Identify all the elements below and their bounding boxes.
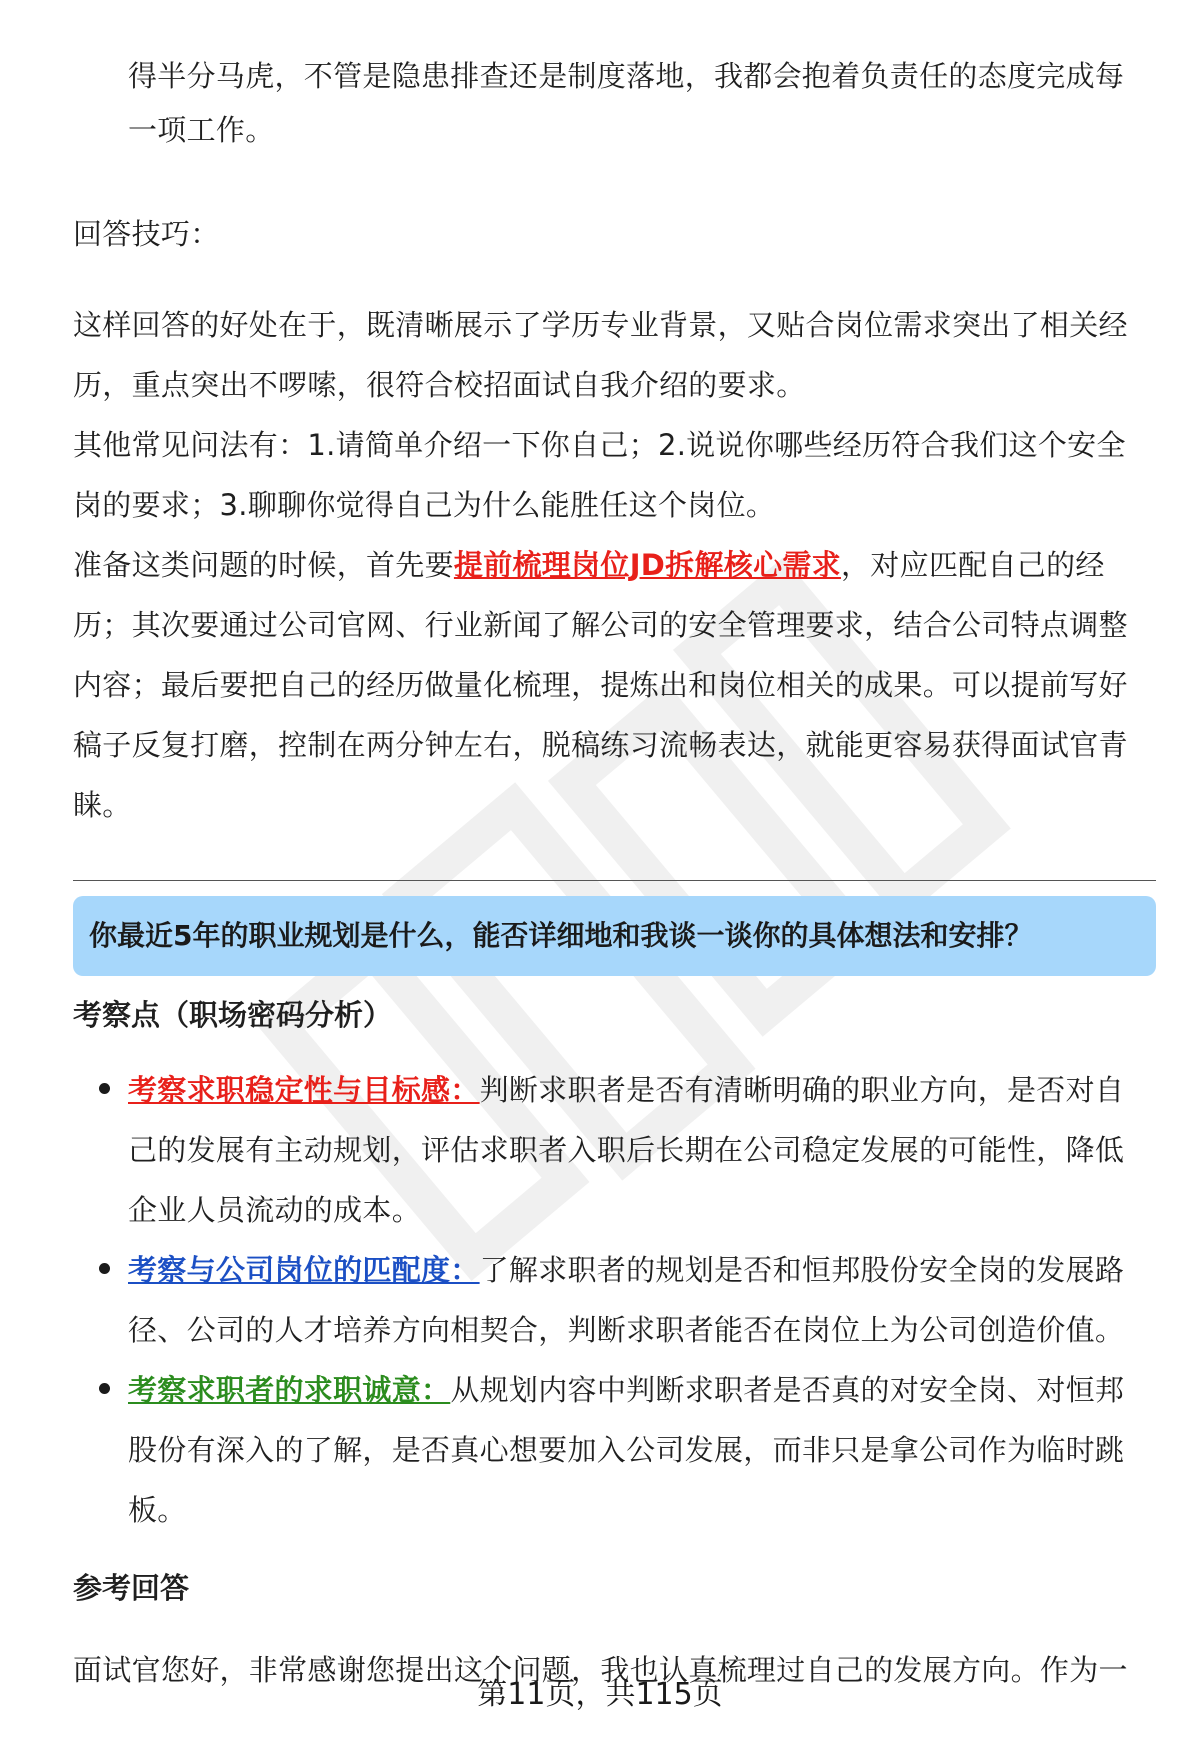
analysis-heading: 考察点（职场密码分析） xyxy=(73,998,393,1032)
page-number: 第11页，共115页 xyxy=(477,1677,723,1712)
tips-paragraph-2: 其他常见问法有：1.请简单介绍一下你自己；2.说说你哪些经历符合我们这个安全岗的要求；3.聊聊你觉得自己为什么能胜任这个岗位。 xyxy=(73,428,1126,522)
analysis-point-2 xyxy=(128,1240,1148,1360)
intro-line-2: 一项工作。 xyxy=(128,113,275,147)
analysis-point-3-label: 考察求职者的求职诚意： xyxy=(128,1373,451,1407)
analysis-point-2-label: 考察与公司岗位的匹配度： xyxy=(128,1253,480,1287)
bullet-dot xyxy=(99,1083,110,1094)
bullet-dot xyxy=(99,1383,110,1394)
analysis-point-1-label: 考察求职稳定性与目标感： xyxy=(128,1073,480,1107)
tips-paragraph-1: 这样回答的好处在于，既清晰展示了学历专业背景，又贴合岗位需求突出了相关经历，重点突出不啰嗦，很符合校招面试自我介绍的要求。 xyxy=(73,308,1128,402)
tips-label: 回答技巧： xyxy=(73,217,220,251)
answer-start: 面试官您好，非常感谢您提出这个问题，我也认真梳理过自己的发展方向。作为一 xyxy=(73,1653,1128,1687)
tips-p3-after: ，对应匹配自己的经历；其次要通过公司官网、行业新闻了解公司的安全管理要求，结合公司特点调整内容；最后要把自己的经历做量化梳理，提炼出和岗位相关的成果。可以提前写好稿子反复打磨，控制在两分钟左右，脱稿练习流畅表达，就能更容易获得面试官青睐。 xyxy=(73,548,1128,822)
question-text: 你最近5年的职业规划是什么，能否详细地和我谈一谈你的具体想法和安排？ xyxy=(89,919,1033,952)
analysis-point-3 xyxy=(128,1360,1148,1540)
analysis-point-2-text: 了解求职者的规划是否和恒邦股份安全岗的发展路径、公司的人才培养方向相契合，判断求职者能否在岗位上为公司创造价值。 xyxy=(128,1253,1125,1347)
section-divider xyxy=(73,880,1156,881)
tips-p3-before: 准备这类问题的时候，首先要 xyxy=(73,548,454,582)
analysis-point-3-text: 从规划内容中判断求职者是否真的对安全岗、对恒邦股份有深入的了解，是否真心想要加入公司发展，而非只是拿公司作为临时跳板。 xyxy=(128,1373,1125,1527)
question-box xyxy=(73,896,1156,976)
intro-line-1: 得半分马虎，不管是隐患排查还是制度落地，我都会抱着负责任的态度完成每 xyxy=(128,59,1125,93)
answer-heading: 参考回答 xyxy=(73,1571,190,1605)
analysis-point-1-text: 判断求职者是否有清晰明确的职业方向，是否对自己的发展有主动规划，评估求职者入职后长期在公司稳定发展的可能性，降低企业人员流动的成本。 xyxy=(128,1073,1125,1227)
tips-p3-highlight: 提前梳理岗位JD拆解核心需求 xyxy=(453,548,841,582)
tips-paragraph-3 xyxy=(73,535,1148,835)
analysis-point-1 xyxy=(128,1060,1148,1240)
bullet-dot xyxy=(99,1263,110,1274)
